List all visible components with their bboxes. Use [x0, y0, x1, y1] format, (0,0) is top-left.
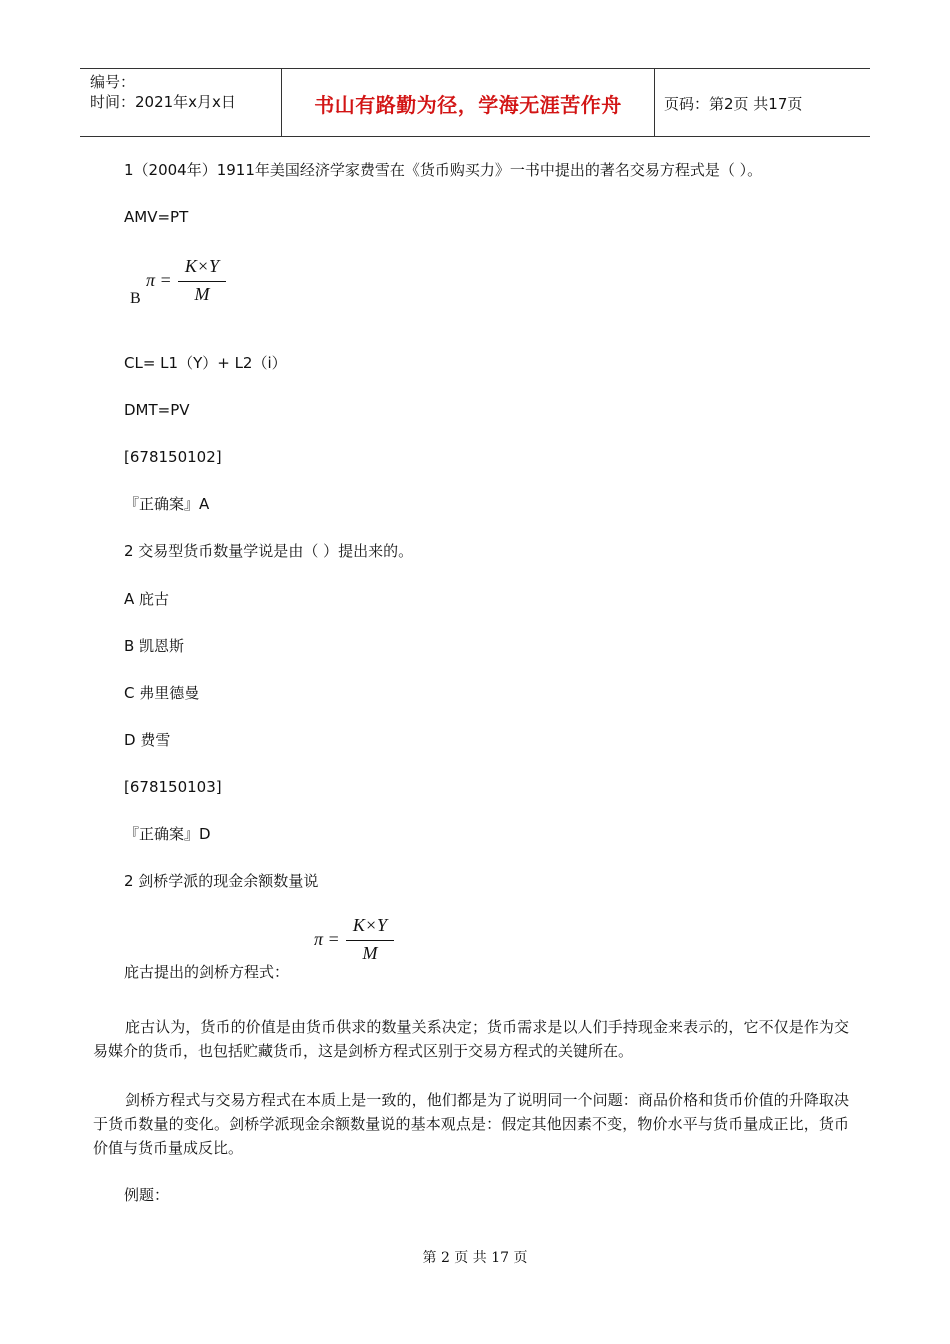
question-2-option-a: A 庇古: [124, 590, 170, 608]
question-2-option-b: B 凯恩斯: [124, 637, 185, 655]
example-label: 例题：: [124, 1186, 170, 1204]
question-1-option-c: CL= L1（Y）+ L2（i）: [124, 354, 287, 372]
formula-lhs: π =: [146, 270, 172, 290]
question-1-option-a: AMV=PT: [124, 208, 189, 226]
formula-denominator: M: [362, 943, 378, 963]
question-2-answer: 『正确案』D: [124, 825, 211, 843]
header-divider-right: [654, 69, 655, 136]
formula-lhs: π =: [314, 929, 340, 949]
formula-numerator: K×Y: [352, 915, 388, 935]
header-motto: 书山有路勤为径，学海无涯苦作舟: [314, 93, 622, 117]
page-header: [80, 68, 870, 137]
question-1-option-b-formula: [146, 256, 236, 306]
header-page-info: 页码：第2页 共17页: [664, 95, 803, 113]
question-1-option-b-letter: B: [130, 290, 141, 307]
header-time-label: 时间：2021年x月x日: [90, 93, 236, 111]
header-number-label: 编号：: [90, 73, 136, 91]
section-heading: 2 剑桥学派的现金余额数量说: [124, 872, 319, 890]
question-2-option-c: C 弗里德曼: [124, 684, 200, 702]
formula-caption: 庇古提出的剑桥方程式：: [124, 963, 290, 981]
question-1-id: [678150102]: [124, 448, 222, 466]
question-1: 1（2004年）1911年美国经济学家费雪在《货币购买力》一书中提出的著名交易方程式是（ ）。: [124, 161, 763, 179]
question-1-answer: 『正确案』A: [124, 495, 210, 513]
paragraph-1: 庇古认为，货币的价值是由货币供求的数量关系决定；货币需求是以人们手持现金来表示的，它不仅是作为交易媒介的货币，也包括贮藏货币，这是剑桥方程式区别于交易方程式的关键所在。: [93, 1018, 849, 1060]
question-1-option-d: DMT=PV: [124, 401, 190, 419]
cambridge-equation: [314, 915, 404, 965]
formula-denominator: M: [194, 284, 210, 304]
formula-fraction-bar: [178, 281, 226, 282]
formula-fraction-bar: [346, 940, 394, 941]
header-meta: [90, 72, 236, 112]
question-2: 2 交易型货币数量学说是由（ ）提出来的。: [124, 542, 414, 560]
page-footer: 第 2 页 共 17 页: [422, 1250, 528, 1266]
question-2-option-d: D 费雪: [124, 731, 171, 749]
paragraph-2: 剑桥方程式与交易方程式在本质上是一致的，他们都是为了说明同一个问题：商品价格和货币价值的升降取决于货币数量的变化。剑桥学派现金余额数量说的基本观点是：假定其他因素不变，物价水平与货币量成正比，货币价值与货币量成反比。: [93, 1091, 849, 1157]
question-2-id: [678150103]: [124, 778, 222, 796]
formula-numerator: K×Y: [184, 256, 220, 276]
